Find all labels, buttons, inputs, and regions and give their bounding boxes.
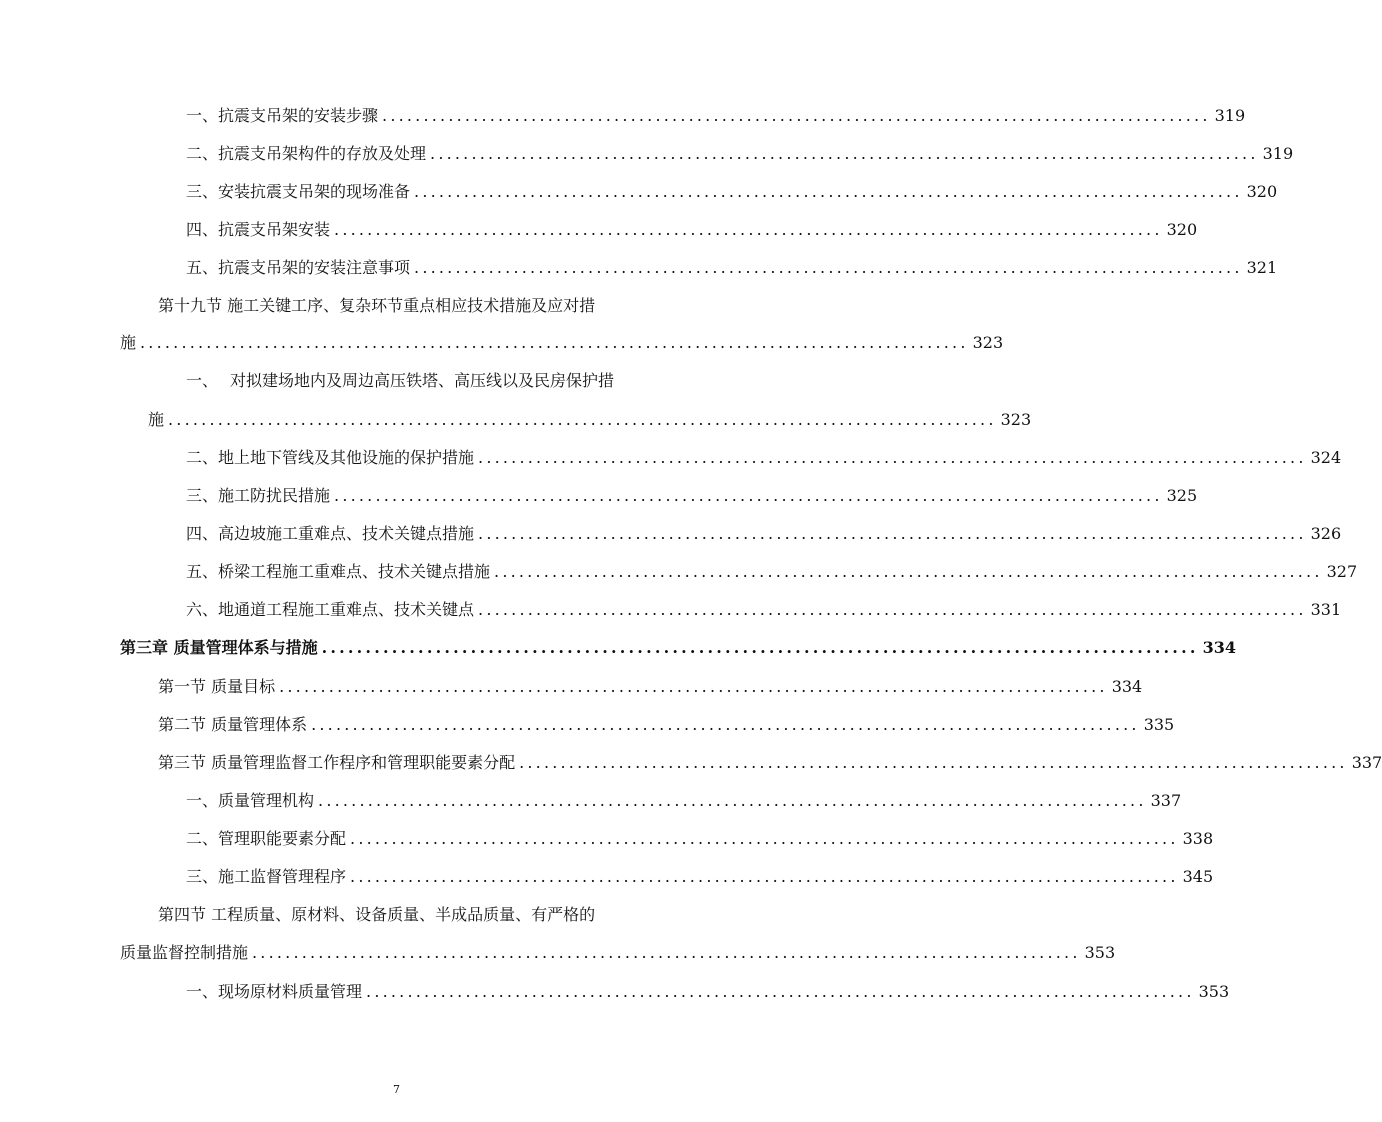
toc-chapter-entry[interactable] (0, 633, 1237, 663)
toc-entry[interactable] (0, 557, 1358, 587)
toc-leader-dots: .................................................................................................... (168, 410, 997, 429)
toc-entry-title: 抗震支吊架的安装步骤 (218, 106, 379, 125)
toc-entry-title: 对拟建场地内及周边高压铁塔、高压线以及民房保护措 (230, 371, 615, 390)
toc-leader-dots: .................................................................................................... (334, 220, 1163, 239)
toc-leader-dots: .................................................................................................... (318, 791, 1147, 810)
toc-entry-wrapped-line[interactable] (0, 366, 793, 396)
toc-entry-wrapped-line[interactable] (0, 900, 793, 930)
toc-leader-dots: .................................................................................................... (366, 982, 1195, 1001)
toc-entry[interactable] (0, 748, 1382, 778)
toc-leader-dots: .................................................................................................... (350, 829, 1179, 848)
toc-entry-page: 321 (1246, 258, 1278, 277)
toc-entry-page: 353 (1198, 982, 1230, 1001)
toc-entry-page: 345 (1182, 867, 1214, 886)
toc-leader-dots: .................................................................................................... (478, 600, 1307, 619)
toc-leader-dots: .................................................................................................... (382, 106, 1211, 125)
toc-entry[interactable] (0, 215, 1198, 245)
toc-entry-number: 一、 (186, 371, 219, 390)
toc-entry-number: 一、 (186, 982, 219, 1001)
page-number: 7 (393, 1083, 400, 1096)
toc-entry-page: 335 (1143, 715, 1175, 734)
toc-entry-page: 331 (1310, 600, 1342, 619)
toc-entry[interactable] (0, 101, 1246, 131)
toc-leader-dots: .................................................................................................... (519, 753, 1348, 772)
toc-entry-title: 现场原材料质量管理 (218, 982, 363, 1001)
toc-leader-dots: .................................................................................................... (478, 448, 1307, 467)
toc-entry-number: 五、 (186, 258, 219, 277)
toc-entry-number: 二、 (186, 144, 219, 163)
toc-leader-dots: .................................................................................................... (478, 524, 1307, 543)
toc-entry-number: 四、 (186, 220, 219, 239)
toc-entry-number: 一、 (186, 106, 219, 125)
toc-entry-page: 319 (1262, 144, 1294, 163)
toc-entry-number: 三、 (186, 867, 219, 886)
toc-section-title: 第四节 工程质量、原材料、设备质量、半成品质量、有严格的 (158, 905, 596, 924)
toc-entry-page: 319 (1214, 106, 1246, 125)
toc-entry-wrapped-line[interactable] (0, 291, 793, 321)
toc-entry-number: 一、 (186, 791, 219, 810)
toc-entry-page: 326 (1310, 524, 1342, 543)
toc-entry-title: 施 (148, 410, 165, 429)
toc-section-title: 第一节 质量目标 (158, 677, 276, 696)
toc-entry-title: 高边坡施工重难点、技术关键点措施 (218, 524, 475, 543)
toc-entry[interactable] (0, 938, 1116, 968)
toc-entry-page: 334 (1202, 638, 1237, 657)
toc-entry-number: 二、 (186, 448, 219, 467)
toc-leader-dots: .................................................................................................... (334, 486, 1163, 505)
toc-section-title: 第三节 质量管理监督工作程序和管理职能要素分配 (158, 753, 516, 772)
toc-entry-number: 三、 (186, 486, 219, 505)
toc-entry-page: 353 (1084, 943, 1116, 962)
toc-entry-page: 334 (1111, 677, 1143, 696)
toc-entry[interactable] (0, 481, 1198, 511)
toc-entry[interactable] (0, 710, 1175, 740)
toc-entry-number: 二、 (186, 829, 219, 848)
toc-entry-title: 安装抗震支吊架的现场准备 (218, 182, 411, 201)
toc-entry-number: 三、 (186, 182, 219, 201)
toc-entry-number: 四、 (186, 524, 219, 543)
toc-entry[interactable] (0, 977, 1230, 1007)
toc-entry-title: 桥梁工程施工重难点、技术关键点措施 (218, 562, 491, 581)
toc-entry-page: 337 (1351, 753, 1382, 772)
toc-entry[interactable] (0, 672, 1143, 702)
toc-leader-dots: .................................................................................................... (252, 943, 1081, 962)
toc-entry-title: 地通道工程施工重难点、技术关键点 (218, 600, 475, 619)
toc-entry[interactable] (0, 253, 1278, 283)
toc-entry-page: 327 (1326, 562, 1358, 581)
toc-entry-number: 六、 (186, 600, 219, 619)
toc-entry[interactable] (0, 595, 1342, 625)
toc-entry[interactable] (0, 443, 1342, 473)
toc-chapter-title: 第三章 质量管理体系与措施 (120, 638, 318, 657)
toc-entry-page: 324 (1310, 448, 1342, 467)
toc-entry[interactable] (0, 824, 1214, 854)
toc-entry-title: 质量监督控制措施 (120, 943, 249, 962)
toc-entry-page: 325 (1166, 486, 1198, 505)
toc-entry[interactable] (0, 862, 1214, 892)
toc-entry-page: 323 (1000, 410, 1032, 429)
toc-entry-title: 施 (120, 333, 137, 352)
toc-entry-number: 五、 (186, 562, 219, 581)
toc-entry[interactable] (0, 519, 1342, 549)
toc-section-title: 第十九节 施工关键工序、复杂环节重点相应技术措施及应对措 (158, 296, 596, 315)
toc-entry-title: 管理职能要素分配 (218, 829, 347, 848)
toc-leader-dots: .................................................................................................... (414, 258, 1243, 277)
toc-entry-title: 抗震支吊架安装 (218, 220, 331, 239)
toc-entry-title: 质量管理机构 (218, 791, 315, 810)
toc-entry[interactable] (0, 139, 1294, 169)
toc-entry-title: 施工防扰民措施 (218, 486, 331, 505)
toc-entry[interactable] (0, 177, 1278, 207)
toc-leader-dots: .................................................................................................... (311, 715, 1140, 734)
toc-leader-dots: .................................................................................................... (414, 182, 1243, 201)
toc-entry-page: 337 (1150, 791, 1182, 810)
toc-entry-page: 338 (1182, 829, 1214, 848)
toc-entry-page: 323 (972, 333, 1004, 352)
toc-entry-title: 抗震支吊架的安装注意事项 (218, 258, 411, 277)
toc-entry-title: 抗震支吊架构件的存放及处理 (218, 144, 427, 163)
toc-section-title: 第二节 质量管理体系 (158, 715, 308, 734)
toc-leader-dots: .................................................................................................... (140, 333, 969, 352)
toc-entry-page: 320 (1246, 182, 1278, 201)
toc-entry-title: 施工监督管理程序 (218, 867, 347, 886)
toc-entry[interactable] (0, 786, 1182, 816)
toc-entry-title: 地上地下管线及其他设施的保护措施 (218, 448, 475, 467)
toc-leader-dots: .................................................................................................... (321, 638, 1199, 657)
toc-leader-dots: .................................................................................................... (430, 144, 1259, 163)
toc-leader-dots: .................................................................................................... (350, 867, 1179, 886)
toc-entry-page: 320 (1166, 220, 1198, 239)
toc-leader-dots: .................................................................................................... (279, 677, 1108, 696)
toc-entry[interactable] (0, 405, 1032, 435)
toc-leader-dots: .................................................................................................... (494, 562, 1323, 581)
toc-entry[interactable] (0, 328, 1004, 358)
